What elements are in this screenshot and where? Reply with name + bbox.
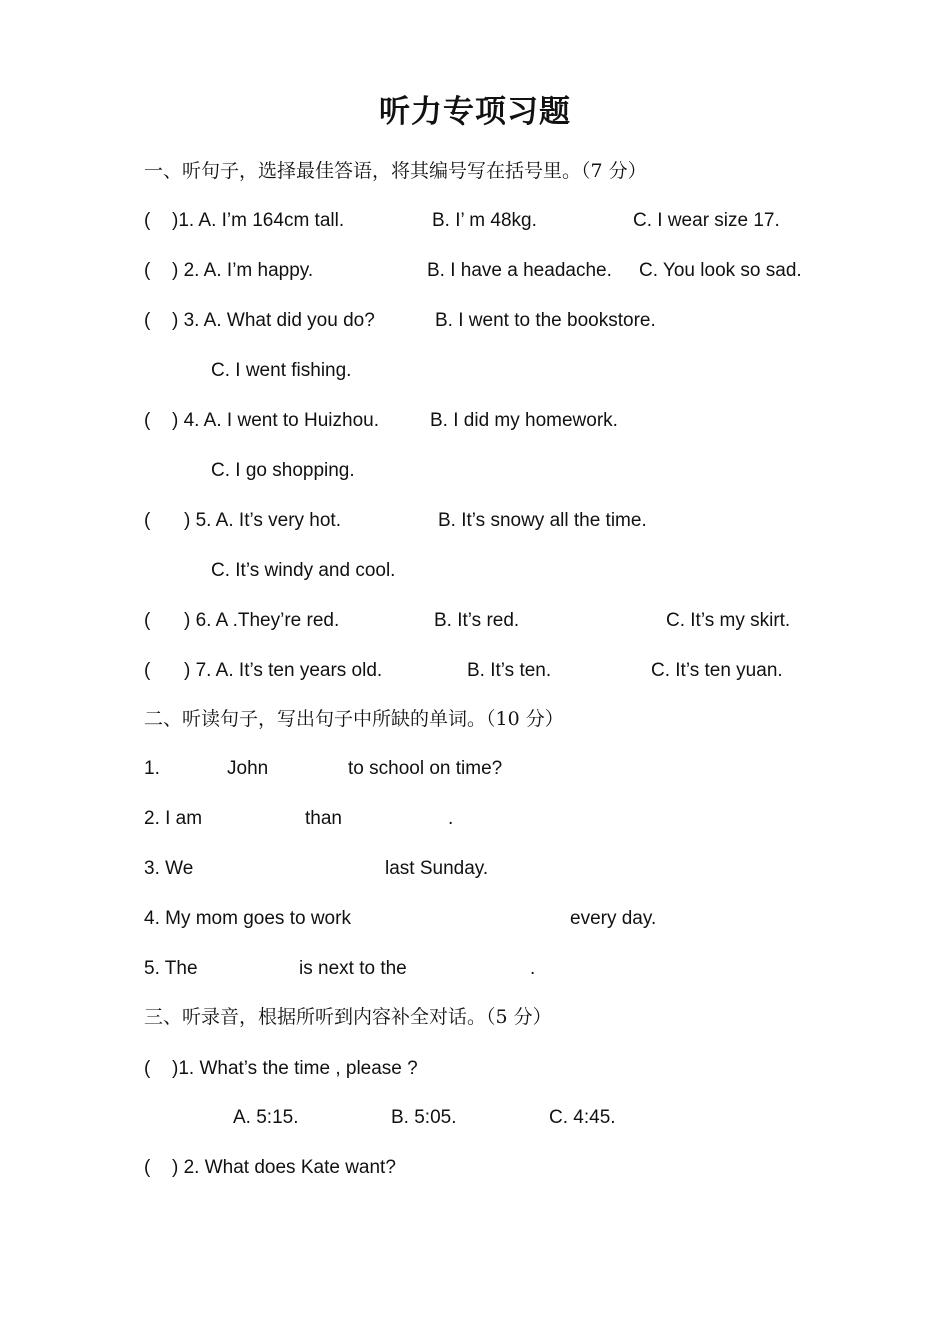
fill-sentence-2-part-2: than bbox=[305, 808, 342, 829]
question-1 bbox=[0, 209, 950, 233]
fill-sentence-2-part-3: . bbox=[448, 808, 454, 829]
question-5-option-c: C. It’s windy and cool. bbox=[211, 560, 396, 581]
dialog-question-1-text: )1. What’s the time , please ? bbox=[172, 1058, 418, 1079]
question-5-option-a: ) 5. A. It’s very hot. bbox=[184, 510, 341, 531]
question-4 bbox=[0, 409, 950, 433]
question-3-option-c: C. I went fishing. bbox=[211, 360, 352, 381]
answer-bracket[interactable]: ( bbox=[144, 410, 151, 431]
section-3-heading: 三、听录音，根据所听到内容补全对话。（5 分） bbox=[144, 1006, 552, 1028]
question-1-option-b: B. I’ m 48kg. bbox=[432, 210, 537, 231]
question-3 bbox=[0, 309, 950, 333]
fill-sentence-3-part-1: 3. We bbox=[144, 858, 194, 879]
fill-sentence-4-part-2: every day. bbox=[570, 908, 657, 929]
question-4-option-a: ) 4. A. I went to Huizhou. bbox=[172, 410, 379, 431]
fill-sentence-2 bbox=[0, 807, 950, 831]
fill-sentence-2-part-1: 2. I am bbox=[144, 808, 203, 829]
fill-sentence-5-part-1: 5. The bbox=[144, 958, 198, 979]
dialog-question-1-option-b: B. 5:05. bbox=[391, 1107, 457, 1128]
fill-sentence-1 bbox=[0, 757, 950, 781]
dialog-question-1-option-c: C. 4:45. bbox=[549, 1107, 616, 1128]
section-2-heading: 二、听读句子，写出句子中所缺的单词。（10 分） bbox=[144, 708, 564, 730]
question-3-option-a: ) 3. A. What did you do? bbox=[172, 310, 375, 331]
question-7 bbox=[0, 659, 950, 683]
fill-sentence-5 bbox=[0, 957, 950, 981]
fill-sentence-3-part-2: last Sunday. bbox=[385, 858, 489, 879]
dialog-question-1-options bbox=[0, 1106, 950, 1130]
question-7-option-c: C. It’s ten yuan. bbox=[651, 660, 783, 681]
question-5 bbox=[0, 509, 950, 533]
question-7-option-a: ) 7. A. It’s ten years old. bbox=[184, 660, 383, 681]
fill-sentence-3 bbox=[0, 857, 950, 881]
question-2-option-a: ) 2. A. I’m happy. bbox=[172, 260, 314, 281]
fill-sentence-1-part-2: John bbox=[227, 758, 269, 779]
fill-sentence-4 bbox=[0, 907, 950, 931]
dialog-question-1-option-a: A. 5:15. bbox=[233, 1107, 299, 1128]
question-4-option-b: B. I did my homework. bbox=[430, 410, 618, 431]
question-2 bbox=[0, 259, 950, 283]
fill-sentence-5-part-3: . bbox=[530, 958, 536, 979]
question-6-option-b: B. It’s red. bbox=[434, 610, 520, 631]
question-6-option-a: ) 6. A .They’re red. bbox=[184, 610, 340, 631]
question-6-option-c: C. It’s my skirt. bbox=[666, 610, 791, 631]
dialog-question-1 bbox=[0, 1057, 950, 1081]
answer-bracket[interactable]: ( bbox=[144, 510, 151, 531]
question-2-option-b: B. I have a headache. bbox=[427, 260, 612, 281]
question-7-option-b: B. It’s ten. bbox=[467, 660, 552, 681]
question-3-option-b: B. I went to the bookstore. bbox=[435, 310, 656, 331]
question-4-option-c: C. I go shopping. bbox=[211, 460, 355, 481]
question-1-option-a: )1. A. I’m 164cm tall. bbox=[172, 210, 345, 231]
answer-bracket[interactable]: ( bbox=[144, 660, 151, 681]
page-title: 听力专项习题 bbox=[379, 94, 571, 130]
answer-bracket[interactable]: ( bbox=[144, 310, 151, 331]
dialog-question-2-text: ) 2. What does Kate want? bbox=[172, 1157, 396, 1178]
answer-bracket[interactable]: ( bbox=[144, 260, 151, 281]
question-6 bbox=[0, 609, 950, 633]
dialog-question-2 bbox=[0, 1156, 950, 1180]
section-1-heading: 一、听句子，选择最佳答语，将其编号写在括号里。（7 分） bbox=[144, 160, 647, 182]
fill-sentence-1-part-1: 1. bbox=[144, 758, 160, 779]
answer-bracket[interactable]: ( bbox=[144, 1157, 151, 1178]
answer-bracket[interactable]: ( bbox=[144, 210, 151, 231]
answer-bracket[interactable]: ( bbox=[144, 610, 151, 631]
fill-sentence-4-part-1: 4. My mom goes to work bbox=[144, 908, 351, 929]
answer-bracket[interactable]: ( bbox=[144, 1058, 151, 1079]
question-1-option-c: C. I wear size 17. bbox=[633, 210, 780, 231]
question-5-option-b: B. It’s snowy all the time. bbox=[438, 510, 647, 531]
fill-sentence-5-part-2: is next to the bbox=[299, 958, 407, 979]
question-2-option-c: C. You look so sad. bbox=[639, 260, 802, 281]
fill-sentence-1-part-3: to school on time? bbox=[348, 758, 503, 779]
